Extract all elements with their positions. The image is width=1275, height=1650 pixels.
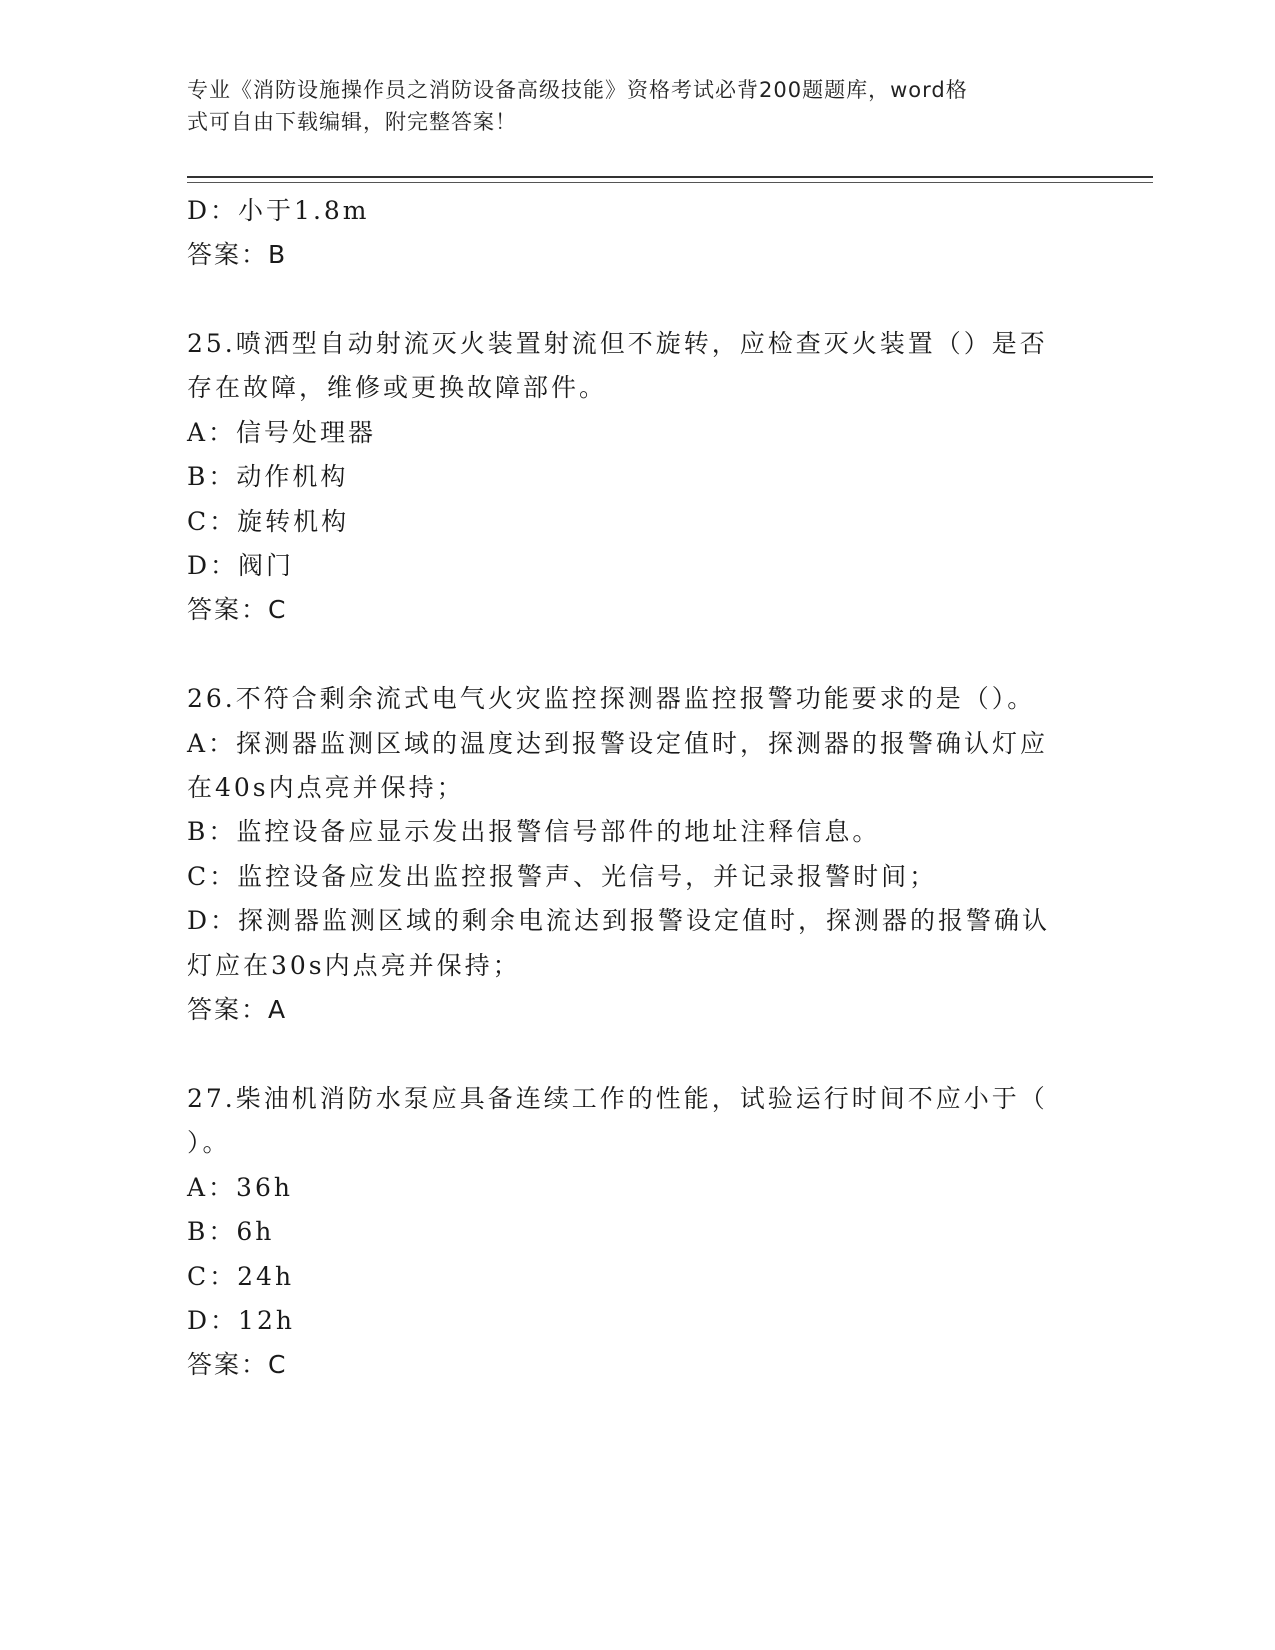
document-header	[187, 74, 1067, 138]
q26-stem-line-1: 26.不符合剩余流式电气火灾监控探测器监控报警功能要求的是（）。	[187, 684, 1036, 713]
q25-answer: 答案：C	[187, 595, 288, 624]
q27-option-d: D：12h	[187, 1306, 295, 1335]
q24-option-d: D：小于1.8m	[187, 196, 370, 225]
q26-answer: 答案：A	[187, 995, 288, 1024]
q26-option-b: B：监控设备应显示发出报警信号部件的地址注释信息。	[187, 817, 881, 846]
q25-option-c: C：旋转机构	[187, 507, 350, 536]
q27-option-a: A：36h	[187, 1173, 293, 1202]
q26-option-a-line-1: A：探测器监测区域的温度达到报警设定值时，探测器的报警确认灯应	[187, 729, 1049, 758]
header-divider-thin	[187, 182, 1153, 183]
q26-option-c: C：监控设备应发出监控报警声、光信号，并记录报警时间；	[187, 862, 938, 891]
q26-option-d-line-1: D：探测器监测区域的剩余电流达到报警设定值时，探测器的报警确认	[187, 906, 1051, 935]
header-line-2: 式可自由下载编辑，附完整答案！	[187, 110, 517, 134]
q25-option-a: A：信号处理器	[187, 418, 377, 447]
q27-answer: 答案：C	[187, 1350, 288, 1379]
q27-stem-line-2: ）。	[187, 1128, 231, 1157]
q25-stem-line-2: 存在故障，维修或更换故障部件。	[187, 373, 608, 402]
q27-option-c: C：24h	[187, 1262, 295, 1291]
header-line-1: 专业《消防设施操作员之消防设备高级技能》资格考试必背200题题库，word格	[187, 78, 968, 102]
q25-option-b: B：动作机构	[187, 462, 349, 491]
q27-option-b: B：6h	[187, 1217, 275, 1246]
q26-option-d-line-2: 灯应在30s内点亮并保持；	[187, 951, 521, 980]
q26-option-a-line-2: 在40s内点亮并保持；	[187, 773, 465, 802]
q24-answer: 答案：B	[187, 240, 288, 269]
q25-option-d: D：阀门	[187, 551, 295, 580]
q27-stem-line-1: 27.柴油机消防水泵应具备连续工作的性能，试验运行时间不应小于（	[187, 1084, 1048, 1113]
header-divider-thick	[187, 176, 1153, 178]
q25-stem-line-1: 25.喷洒型自动射流灭火装置射流但不旋转，应检查灭火装置（）是否	[187, 329, 1048, 358]
